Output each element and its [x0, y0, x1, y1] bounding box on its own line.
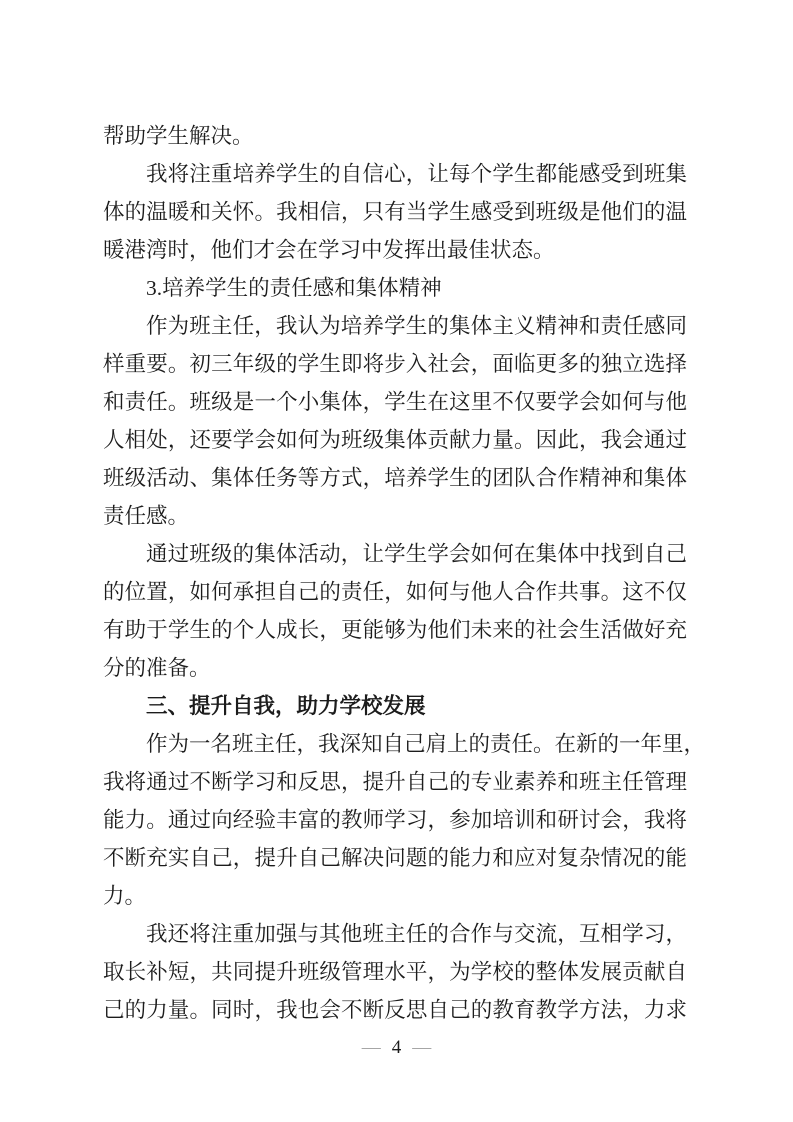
page-number-dash-left: —: [361, 1037, 381, 1058]
text-line: 通过班级的集体活动，让学生学会如何在集体中找到自己: [146, 542, 687, 566]
page-number-dash-right: —: [412, 1037, 432, 1058]
text-line: 我还将注重加强与其他班主任的合作与交流，互相学习，: [146, 922, 687, 946]
page-number: 4: [391, 1037, 402, 1058]
text-block: [103, 117, 706, 1029]
text-line: 己的力量。同时，我也会不断反思自己的教育教学方法，力求: [103, 998, 687, 1022]
text-line: 班级活动、集体任务等方式，培养学生的团队合作精神和集体: [103, 466, 687, 490]
text-line: 力。: [103, 884, 147, 908]
text-line: 作为班主任，我认为培养学生的集体主义精神和责任感同: [146, 314, 687, 338]
text-line: 体的温暖和关怀。我相信，只有当学生感受到班级是他们的温: [103, 200, 687, 224]
subheading-line: 3.培养学生的责任感和集体精神: [146, 276, 442, 300]
text-line: 的位置，如何承担自己的责任，如何与他人合作共事。这不仅: [103, 580, 687, 604]
section-heading-line: 三、提升自我，助力学校发展: [146, 694, 426, 718]
text-line: 人相处，还要学会如何为班级集体贡献力量。因此，我会通过: [103, 428, 687, 452]
page-footer: [0, 1034, 793, 1062]
text-line: 分的准备。: [103, 656, 211, 680]
text-line: 作为一名班主任，我深知自己肩上的责任。在新的一年里，: [146, 732, 706, 756]
text-line: 暖港湾时，他们才会在学习中发挥出最佳状态。: [103, 238, 555, 262]
text-line: 责任感。: [103, 504, 190, 528]
text-line: 不断充实自己，提升自己解决问题的能力和应对复杂情况的能: [103, 846, 687, 870]
text-line: 样重要。初三年级的学生即将步入社会，面临更多的独立选择: [103, 352, 687, 376]
text-line: 我将注重培养学生的自信心，让每个学生都能感受到班集: [146, 162, 687, 186]
text-line: 有助于学生的个人成长，更能够为他们未来的社会生活做好充: [103, 618, 687, 642]
text-line: 和责任。班级是一个小集体，学生在这里不仅要学会如何与他: [103, 390, 687, 414]
text-line: 取长补短，共同提升班级管理水平，为学校的整体发展贡献自: [103, 960, 687, 984]
text-line: 能力。通过向经验丰富的教师学习，参加培训和研讨会，我将: [103, 808, 687, 832]
text-line: 我将通过不断学习和反思，提升自己的专业素养和班主任管理: [103, 770, 687, 794]
text-line: 帮助学生解决。: [103, 124, 254, 148]
